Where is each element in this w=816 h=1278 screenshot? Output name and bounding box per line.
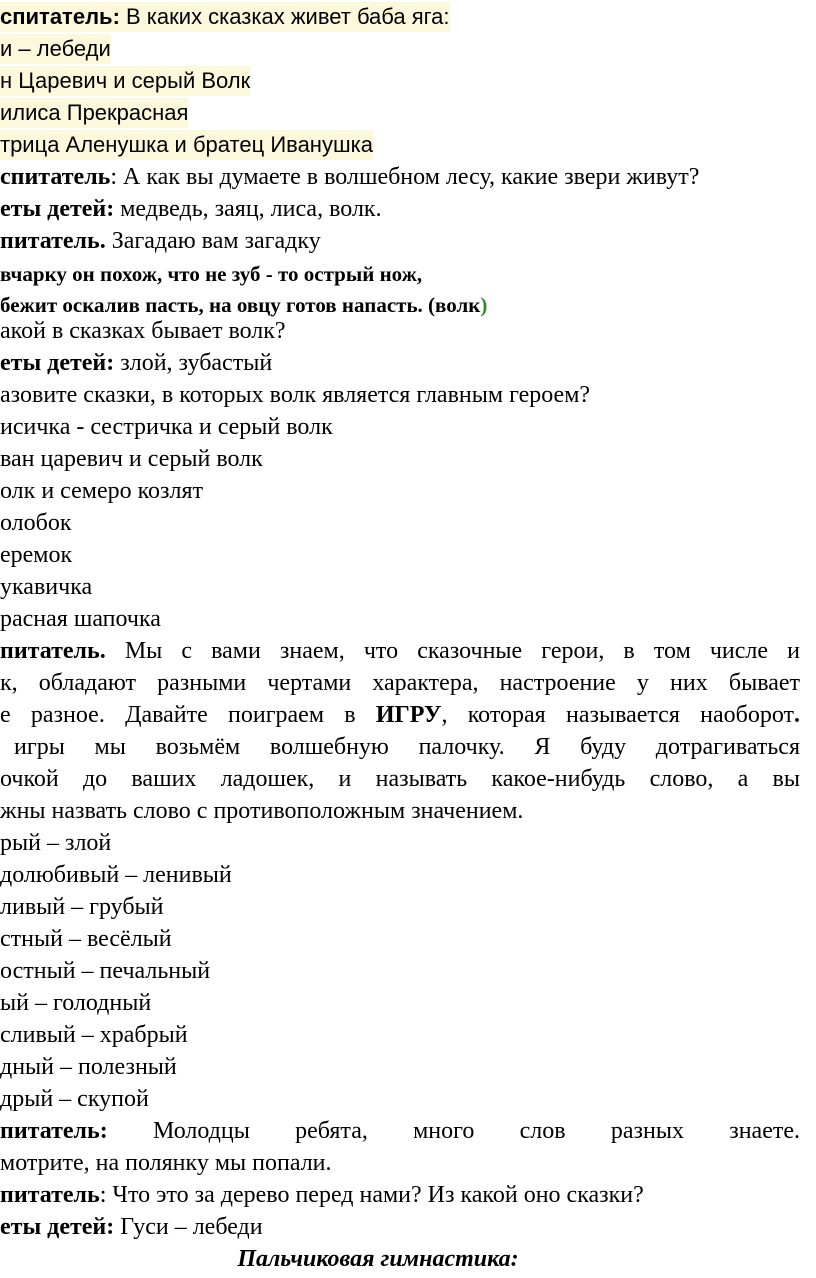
line-text: илиса Прекрасная	[0, 100, 189, 125]
paragraph-line	[0, 700, 800, 730]
line-text: азовите сказки, в которых волк является главным героем?	[0, 382, 591, 408]
speaker-label: еты детей:	[0, 350, 115, 376]
line-text: расная шапочка	[0, 606, 161, 632]
text-line	[0, 1212, 263, 1242]
text-line	[0, 98, 188, 128]
text-line	[0, 194, 382, 224]
line-text: олобок	[0, 510, 72, 536]
list-item	[0, 412, 333, 442]
line-text: : Что это за дерево перед нами? Из какой оно сказки?	[99, 1182, 644, 1208]
line-text: олк и семеро козлят	[0, 478, 204, 504]
bold-period: .	[794, 702, 800, 728]
text-line	[0, 226, 321, 256]
line-text: игры мы возьмём волшебную палочку. Я буду дотрагиваться	[14, 734, 800, 760]
antonym-pair	[0, 1020, 188, 1050]
paragraph-line	[0, 668, 800, 698]
paragraph-line	[14, 732, 800, 762]
line-text: сливый – храбрый	[0, 1022, 188, 1048]
speaker-label: еты детей:	[0, 196, 115, 222]
antonym-pair	[0, 828, 111, 858]
line-text: к, обладают разными чертами характера, настроение у них бывает	[0, 670, 800, 696]
section-heading: Пальчиковая гимнастика:	[237, 1246, 519, 1272]
paragraph-line	[0, 636, 800, 666]
line-text: Молодцы ребята, много слов разных знаете.	[107, 1118, 800, 1144]
line-text: медведь, заяц, лиса, волк.	[114, 196, 382, 222]
line-text: жны назвать слово с противоположным значением.	[0, 798, 524, 824]
text-line	[0, 1180, 644, 1210]
list-item	[0, 540, 72, 570]
speaker-label: еты детей:	[0, 1214, 115, 1240]
speaker-label: спитатель	[0, 164, 111, 190]
line-text: В каких сказках живет баба яга:	[119, 4, 450, 29]
line-text: и – лебеди	[0, 36, 111, 61]
line-text: ливый – грубый	[0, 894, 164, 920]
text-line	[0, 2, 450, 32]
antonym-pair	[0, 1084, 149, 1114]
line-text: укавичка	[0, 574, 93, 600]
speaker-label: питатель.	[0, 228, 106, 254]
antonym-pair	[0, 924, 172, 954]
line-text: ван царевич и серый волк	[0, 446, 263, 472]
antonym-pair	[0, 860, 232, 890]
closing-paren: )	[480, 293, 488, 317]
paragraph-line	[0, 764, 800, 794]
text-line	[0, 34, 111, 64]
list-item	[0, 604, 161, 634]
line-text: рый – злой	[0, 830, 112, 856]
line-text: бежит оскалив пасть, на овцу готов напасть. (волк	[0, 293, 481, 317]
line-text: н Царевич и серый Волк	[0, 68, 251, 93]
speaker-label: питатель.	[0, 638, 106, 664]
speaker-label: спитатель:	[0, 4, 120, 29]
paragraph-line	[0, 1116, 800, 1146]
list-item	[0, 572, 92, 602]
line-text: остный – печальный	[0, 958, 211, 984]
paragraph-line	[0, 796, 523, 826]
line-text: Загадаю вам загадку	[105, 228, 321, 254]
line-text: трица Аленушка и братец Иванушка	[0, 132, 373, 157]
line-text: долюбивый – ленивый	[0, 862, 232, 888]
list-item	[0, 444, 263, 474]
riddle-line	[0, 259, 422, 289]
line-text: злой, зубастый	[114, 350, 273, 376]
speaker-label: питатель:	[0, 1118, 108, 1144]
game-name: ИГРУ	[375, 702, 442, 728]
antonym-pair	[0, 988, 151, 1018]
line-text: еремок	[0, 542, 73, 568]
line-text: Мы с вами знаем, что сказочные герои, в том числе и	[105, 638, 800, 664]
line-text: очкой до ваших ладошек, и называть какое-нибудь слово, а вы	[0, 766, 800, 792]
speaker-label: питатель	[0, 1182, 100, 1208]
list-item	[0, 476, 203, 506]
line-text: : А как вы думаете в волшебном лесу, какие звери живут?	[110, 164, 700, 190]
list-item	[0, 508, 72, 538]
line-text: е разное. Давайте поиграем в	[0, 702, 376, 728]
line-text: исичка - сестричка и серый волк	[0, 414, 333, 440]
line-text: дрый – скупой	[0, 1086, 149, 1112]
line-text: вчарку он похож, что не зуб - то острый нож,	[0, 262, 423, 286]
line-text: дный – полезный	[0, 1054, 177, 1080]
antonym-pair	[0, 956, 210, 986]
text-line	[0, 66, 250, 96]
text-line	[0, 130, 373, 160]
text-line	[0, 1148, 332, 1178]
line-text: ый – голодный	[0, 990, 152, 1016]
line-text: , которая называется наоборот	[441, 702, 794, 728]
line-text: Гуси – лебеди	[114, 1214, 263, 1240]
line-text: мотрите, на полянку мы попали.	[0, 1150, 332, 1176]
text-line	[0, 162, 699, 192]
line-text: акой в сказках бывает волк?	[0, 318, 286, 344]
text-line	[0, 380, 590, 410]
line-text: стный – весёлый	[0, 926, 172, 952]
antonym-pair	[0, 892, 164, 922]
text-line	[0, 316, 286, 346]
text-line	[0, 348, 272, 378]
antonym-pair	[0, 1052, 177, 1082]
